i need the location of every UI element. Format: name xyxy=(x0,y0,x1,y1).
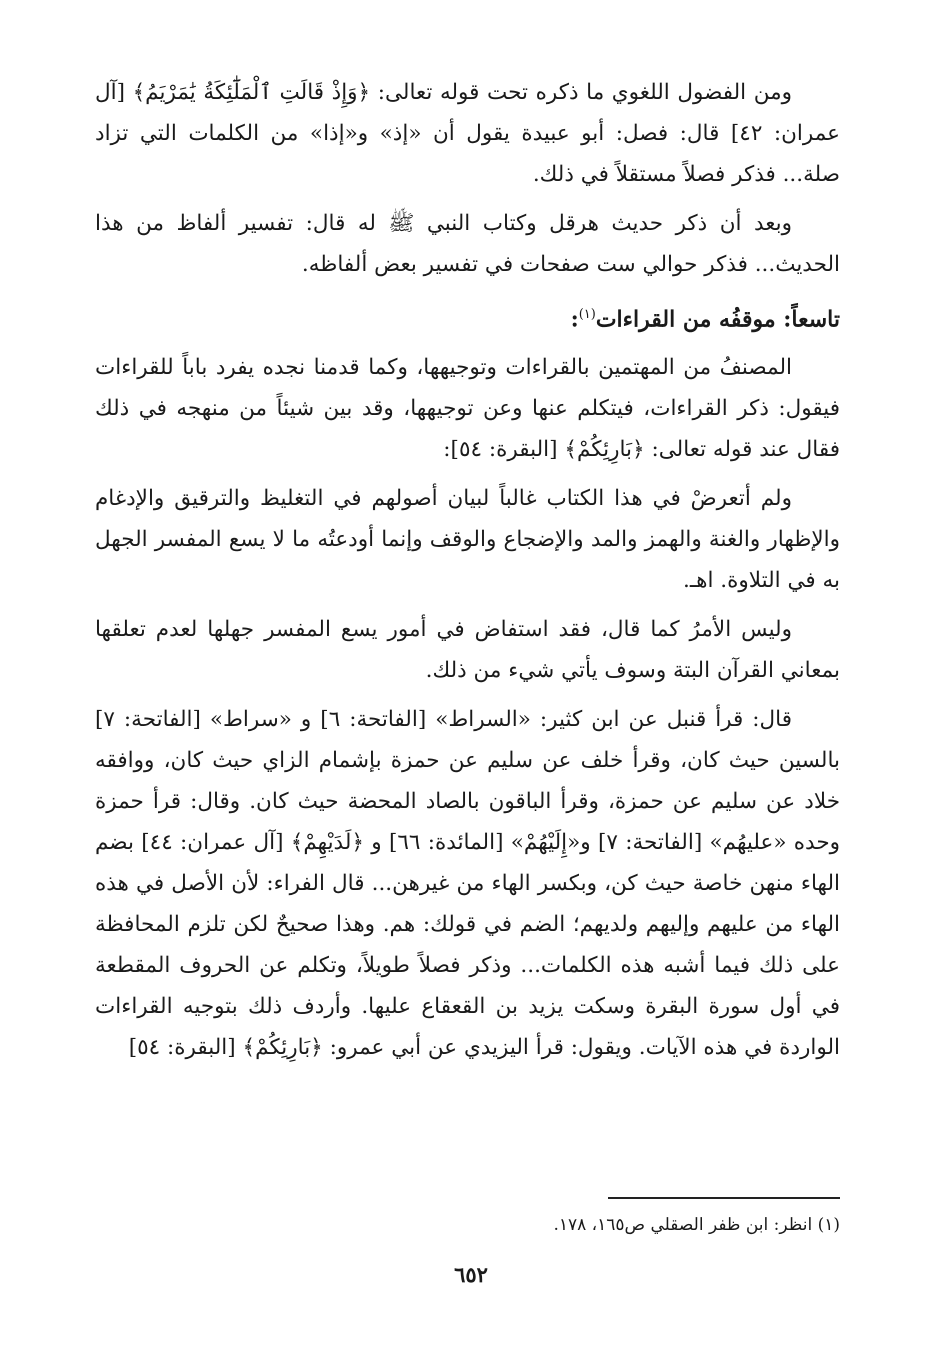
footnote: (١) انظر: ابن ظفر الصقلي ص١٦٥، ١٧٨. xyxy=(553,1215,840,1235)
paragraph-author-quote: ولم أتعرضْ في هذا الكتاب غالباً لبيان أصولهم في التغليظ والترقيق والإدغام والإظهار والغنة والهمز والمد والإضجاع والوقف وإنما أودعتُه ما لا يسع المفسر الجهل به في التلاوة. اهـ. xyxy=(95,486,840,594)
paragraph-readings-examples: قال: قرأ قنبل عن ابن كثير: «السراط» [الفاتحة: ٦] و «سراط» [الفاتحة: ٧] بالسين حيث كان، وقرأ خلف عن سليم عن حمزة بإشمام الزاي حيث كان، ووافقه خلاد عن سليم عن حمزة، وقرأ الباقون بالصاد المحضة حيث كان. وقال: قرأ حمزة وحده «عليهُم» [الفاتحة: ٧] و«إِلَيْهُمْ» [المائدة: ٦٦] و ﴿لَدَيْهِمْ﴾ [آل عمران: ٤٤] بضم الهاء منهن خاصة حيث كن، وبكسر الهاء من غيرهن... قال الفراء: لأن الأصل في هذه الهاء من عليهم وإليهم ولديهم؛ الضم في قولك: هم. وهذا صحيحٌ لكن تلزم المحافظة على ذلك فيما أشبه هذه الكلمات... وذكر فصلاً طويلاً، وتكلم عن الحروف المقطعة في أول سورة البقرة وسكت يزيد بن القعقاع عليها. وأردف ذلك بتوجيه القراءات الواردة في هذه الآيات. ويقول: قرأ اليزيدي عن أبي عمرو: ﴿بَارِئِكُمْ﴾ [البقرة: ٥٤] xyxy=(95,707,840,1061)
section-heading xyxy=(95,293,840,341)
footnote-reference: (١) xyxy=(578,307,596,322)
page-body xyxy=(95,72,840,1076)
footnote-divider xyxy=(608,1197,840,1199)
paragraph-linguistic-digressions: ومن الفضول اللغوي ما ذكره تحت قوله تعالى: ﴿وَإِذْ قَالَتِ ٱلْمَلَٰٓئِكَةُ يَٰمَرْيَمُ﴾ [آل عمران: ٤٢] قال: فصل: أبو عبيدة يقول أن «إذ» و«إذا» من الكلمات التي تزاد صلة... فذكر فصلاً مستقلاً في ذلك. xyxy=(95,80,840,187)
paragraph-heraclius-hadith: وبعد أن ذكر حديث هرقل وكتاب النبي ﷺ له قال: تفسير ألفاظ من هذا الحديث... فذكر حوالي ست صفحات في تفسير بعض ألفاظه. xyxy=(95,211,840,277)
section-heading-text: تاسعاً: موقفُه من القراءات xyxy=(595,306,840,333)
page-number: ٦٥٢ xyxy=(454,1262,488,1287)
section-heading-suffix: : xyxy=(570,306,579,333)
paragraph-readings-intro: المصنفُ من المهتمين بالقراءات وتوجيهها، وكما قدمنا نجده يفرد باباً للقراءات فيقول: ذكر القراءات، فيتكلم عنها وعن توجيهها، وقد بين شيئاً من منهجه في ذلك فقال عند قوله تعالى: ﴿بَارِئِكُمْ﴾ [البقرة: ٥٤]: xyxy=(95,355,840,463)
paragraph-critique: وليس الأمرُ كما قال، فقد استفاض في أمور يسع المفسر جهلها لعدم تعلقها بمعاني القرآن البتة وسوف يأتي شيء من ذلك. xyxy=(95,617,840,684)
